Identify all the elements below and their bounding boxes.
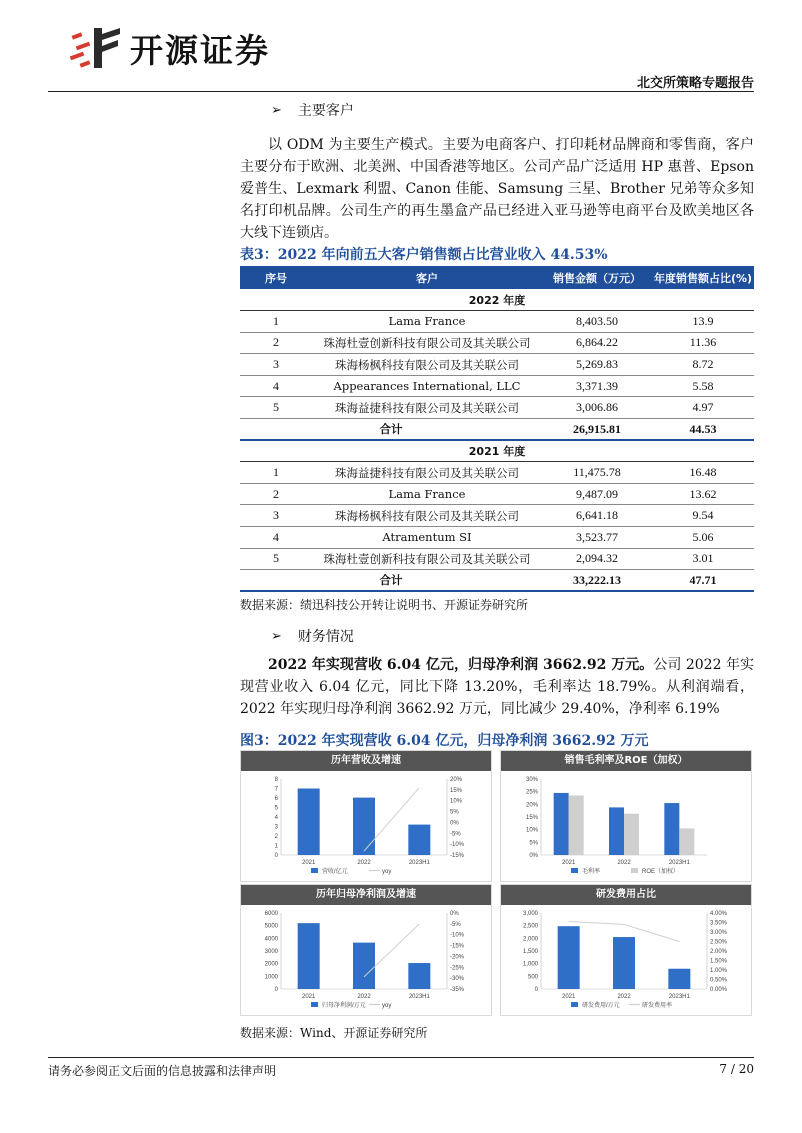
cell-customer: Atramentum SI: [312, 527, 542, 549]
y-tick-label-right: -20%: [450, 954, 465, 961]
y-tick-label-right: 10%: [450, 798, 463, 805]
y-tick-label-right: 0%: [450, 911, 459, 917]
y-tick-label-left: 4000: [264, 936, 278, 943]
legend-label: 毛利率: [582, 869, 601, 875]
y-tick-label-right: 20%: [450, 777, 463, 783]
cell-amount: 3,523.77: [542, 527, 652, 549]
y-tick-label-right: 0.50%: [710, 977, 728, 984]
total-amount: 26,915.81: [542, 419, 652, 441]
figure-caption: 图3：2022 年实现营收 6.04 亿元，归母净利润 3662.92 万元: [240, 733, 649, 749]
y-tick-label-right: -10%: [450, 932, 465, 939]
total-ratio: 44.53: [652, 419, 754, 441]
y-tick-label-right: -5%: [450, 831, 461, 838]
col-header-ratio: 年度销售额占比(%): [652, 266, 754, 289]
footer-divider: [48, 1057, 754, 1058]
x-tick-label: 2021: [301, 994, 316, 1000]
y-tick-label-right: 3.50%: [710, 920, 728, 927]
bar-营收/亿元-2023H1: [408, 825, 430, 855]
cell-ratio: 13.9: [652, 311, 754, 333]
y-tick-label-left: 5000: [264, 923, 278, 930]
y-tick-label-left: 4: [274, 815, 278, 821]
section-heading-finance: [271, 626, 354, 646]
chart-title: 历年归母净利润及增速: [241, 885, 491, 905]
x-tick-label: 2022: [357, 860, 371, 866]
logo-text: 开源证券: [130, 30, 270, 70]
cell-no: 5: [240, 548, 312, 570]
chart-margin-roe: [500, 750, 752, 882]
x-tick-label: 2023H1: [408, 994, 430, 1000]
y-tick-label-left: 2000: [264, 961, 278, 968]
chart-margin-roe-svg: [501, 771, 753, 883]
y-tick-label-left: 1000: [264, 974, 278, 981]
cell-customer: 珠海杨枫科技有限公司及其关联公司: [312, 505, 542, 527]
x-tick-label: 2023H1: [668, 860, 690, 866]
legend-label: 营收/亿元: [322, 869, 348, 875]
company-logo: [66, 24, 270, 72]
year-row: [240, 440, 754, 462]
y-tick-label-right: 4.00%: [710, 911, 728, 917]
bar-毛利率-2023H1: [664, 803, 679, 855]
x-tick-label: 2021: [561, 860, 576, 866]
cell-no: 4: [240, 375, 312, 397]
cell-customer: 珠海益捷科技有限公司及其关联公司: [312, 462, 542, 484]
cell-customer: 珠海杜壹创新科技有限公司及其关联公司: [312, 548, 542, 570]
total-row: [240, 570, 754, 592]
y-tick-label-right: 0.00%: [710, 987, 728, 993]
x-tick-label: 2023H1: [668, 994, 690, 1000]
x-tick-label: 2022: [617, 994, 631, 1000]
y-tick-label-left: 0: [274, 987, 278, 993]
cell-customer: Lama France: [312, 483, 542, 505]
bar-营收/亿元-2022: [353, 798, 375, 855]
col-header-customer: 客户: [312, 266, 542, 289]
cell-ratio: 9.54: [652, 505, 754, 527]
chart-net-profit: [240, 884, 492, 1016]
cell-ratio: 13.62: [652, 483, 754, 505]
cell-amount: 2,094.32: [542, 548, 652, 570]
cell-no: 1: [240, 462, 312, 484]
bar-毛利率-2022: [609, 807, 624, 855]
y-tick-label-left: 2,000: [522, 936, 538, 943]
legend-swatch: [311, 1002, 318, 1007]
y-tick-label-right: 0%: [450, 820, 459, 827]
y-tick-label-left: 5: [274, 805, 278, 812]
bar-毛利率-2021: [554, 793, 569, 855]
legend-label: yoy: [382, 1003, 392, 1009]
arrow-bullet-icon: ➢: [271, 628, 282, 644]
cell-amount: 3,006.86: [542, 397, 652, 419]
y-tick-label-right: 15%: [450, 787, 463, 794]
y-tick-label-left: 30%: [525, 777, 538, 783]
bar-营收/亿元-2021: [298, 789, 320, 856]
table-row: [240, 375, 754, 397]
y-tick-label-right: 5%: [450, 809, 459, 816]
header-divider: [48, 91, 754, 92]
legend-label: 研发费用/万元: [582, 1003, 620, 1009]
customers-paragraph: 以 ODM 为主要生产模式。主要为电商客户、打印耗材品牌商和零售商，客户主要分布于欧洲、北美洲、中国香港等地区。公司产品广泛适用 HP 惠普、Epson 爱普生、Lexmark 利盟、Canon 佳能、Samsung 三星、Brother 兄弟等众多知名打印机品牌。公司生产的再生墨盒产品已经进入亚马逊等电商平台及欧美地区各大线下连锁店。: [240, 137, 754, 241]
x-tick-label: 2021: [301, 860, 316, 866]
figure-source: 数据来源：Wind、开源证券研究所: [240, 1026, 428, 1040]
y-tick-label-left: 6000: [264, 911, 278, 917]
cell-customer: Lama France: [312, 311, 542, 333]
y-tick-label-right: 1.00%: [710, 968, 728, 974]
table-row: [240, 527, 754, 549]
col-header-no: 序号: [240, 266, 312, 289]
y-tick-label-left: 8: [274, 777, 278, 783]
cell-customer: 珠海益捷科技有限公司及其关联公司: [312, 397, 542, 419]
y-tick-label-left: 20%: [525, 802, 538, 809]
cell-no: 5: [240, 397, 312, 419]
table-row: [240, 397, 754, 419]
y-tick-label-right: -5%: [450, 921, 461, 928]
cell-amount: 9,487.09: [542, 483, 652, 505]
table-source: 数据来源：绩迅科技公开转让说明书、开源证券研究所: [240, 598, 529, 612]
y-tick-label-left: 3,000: [522, 911, 538, 917]
year-row: [240, 289, 754, 311]
cell-no: 2: [240, 483, 312, 505]
finance-paragraph: [240, 654, 754, 720]
table-caption: 表3：2022 年向前五大客户销售额占比营业收入 44.53%: [240, 247, 608, 263]
y-tick-label-right: -15%: [450, 853, 465, 859]
bar-ROE（加权）-2023H1: [679, 828, 694, 855]
x-tick-label: 2022: [357, 994, 371, 1000]
col-header-amount: 销售金额（万元）: [542, 266, 652, 289]
total-amount: 33,222.13: [542, 570, 652, 592]
y-tick-label-left: 0: [534, 987, 538, 993]
y-tick-label-left: 3: [274, 824, 278, 831]
y-tick-label-right: 3.00%: [710, 930, 728, 936]
y-tick-label-right: -30%: [450, 976, 465, 983]
bar-研发费用/万元-2022: [613, 937, 635, 989]
cell-ratio: 3.01: [652, 548, 754, 570]
legend-label: 归母净利润/万元: [322, 1003, 366, 1009]
footer-disclaimer: 请务必参阅正文后面的信息披露和法律声明: [48, 1064, 277, 1078]
cell-ratio: 5.58: [652, 375, 754, 397]
section-title: 财务情况: [297, 629, 354, 645]
y-tick-label-left: 500: [527, 974, 538, 981]
y-tick-label-left: 15%: [525, 815, 538, 821]
x-tick-label: 2022: [617, 860, 631, 866]
y-tick-label-left: 2: [274, 834, 278, 840]
legend-label: yoy: [382, 869, 392, 875]
cell-no: 3: [240, 505, 312, 527]
cell-amount: 5,269.83: [542, 354, 652, 376]
chart-title: 研发费用占比: [501, 885, 751, 905]
year-label: 2022 年度: [240, 289, 754, 311]
legend-label: ROE（加权）: [642, 869, 680, 875]
chart-title: 销售毛利率及ROE（加权）: [501, 751, 751, 771]
y-tick-label-left: 7: [274, 786, 278, 793]
x-tick-label: 2021: [561, 994, 576, 1000]
x-tick-label: 2023H1: [408, 860, 430, 866]
cell-customer: Appearances International, LLC: [312, 375, 542, 397]
y-tick-label-left: 6: [274, 796, 278, 802]
bar-ROE（加权）-2021: [569, 795, 584, 855]
report-type: 北交所策略专题报告: [636, 76, 754, 91]
bar-归母净利润/万元-2023H1: [408, 963, 430, 989]
finance-body: 公司 2022 年实现营业收入 6.04 亿元，同比下降 13.20%，毛利率达 18.79%。从利润端看，2022 年实现归母净利润 3662.92 万元，同比减少 29.40%，净利率 6.19%: [240, 657, 754, 717]
top5-customers-table: [240, 266, 754, 592]
total-label: 合计: [240, 419, 542, 441]
arrow-bullet-icon: ➢: [271, 102, 282, 118]
cell-customer: 珠海杨枫科技有限公司及其关联公司: [312, 354, 542, 376]
finance-lead: 2022 年实现营收 6.04 亿元，归母净利润 3662.92 万元。: [268, 657, 654, 673]
table-row: [240, 505, 754, 527]
y-tick-label-left: 0%: [529, 853, 538, 859]
cell-ratio: 5.06: [652, 527, 754, 549]
cell-amount: 8,403.50: [542, 311, 652, 333]
bar-研发费用/万元-2021: [558, 926, 580, 989]
y-tick-label-right: -25%: [450, 965, 465, 972]
cell-amount: 11,475.78: [542, 462, 652, 484]
bar-归母净利润/万元-2022: [353, 943, 375, 989]
y-tick-label-right: -15%: [450, 943, 465, 950]
y-tick-label-left: 1,500: [522, 949, 538, 955]
table-row: [240, 311, 754, 333]
y-tick-label-right: -35%: [450, 987, 465, 993]
y-tick-label-left: 25%: [525, 789, 538, 796]
y-tick-label-left: 1,000: [522, 961, 538, 968]
chart-revenue-svg: [241, 771, 493, 883]
y-tick-label-left: 1: [274, 843, 278, 850]
legend-swatch: [571, 868, 578, 873]
y-tick-label-right: 2.50%: [710, 939, 728, 946]
cell-ratio: 16.48: [652, 462, 754, 484]
logo-mark-icon: [66, 24, 122, 72]
y-tick-label-left: 10%: [525, 827, 538, 834]
table-row: [240, 354, 754, 376]
chart-title: 历年营收及增速: [241, 751, 491, 771]
section-title: 主要客户: [297, 103, 354, 119]
page-number: 7 / 20: [719, 1062, 754, 1076]
legend-swatch: [631, 868, 638, 873]
chart-rd-expense-svg: [501, 905, 753, 1017]
total-label: 合计: [240, 570, 542, 592]
cell-no: 2: [240, 332, 312, 354]
legend-label: 研发费用率: [642, 1003, 673, 1009]
table-row: [240, 483, 754, 505]
table-row: [240, 332, 754, 354]
cell-ratio: 4.97: [652, 397, 754, 419]
total-row: [240, 419, 754, 441]
cell-no: 1: [240, 311, 312, 333]
cell-no: 4: [240, 527, 312, 549]
legend-swatch: [311, 868, 318, 873]
y-tick-label-left: 5%: [529, 840, 538, 847]
table-header-row: [240, 266, 754, 289]
chart-rd-expense: [500, 884, 752, 1016]
bar-ROE（加权）-2022: [624, 814, 639, 855]
cell-customer: 珠海杜壹创新科技有限公司及其关联公司: [312, 332, 542, 354]
year-label: 2021 年度: [240, 440, 754, 462]
chart-net-profit-svg: [241, 905, 493, 1017]
y-tick-label-left: 0: [274, 853, 278, 859]
section-heading-customers: [271, 100, 354, 120]
total-ratio: 47.71: [652, 570, 754, 592]
cell-amount: 6,864.22: [542, 332, 652, 354]
cell-ratio: 11.36: [652, 332, 754, 354]
cell-amount: 6,641.18: [542, 505, 652, 527]
chart-revenue: [240, 750, 492, 882]
y-tick-label-right: 1.50%: [710, 958, 728, 965]
legend-swatch: [571, 1002, 578, 1007]
y-tick-label-left: 3000: [264, 949, 278, 955]
y-tick-label-right: -10%: [450, 842, 465, 849]
table-row: [240, 462, 754, 484]
y-tick-label-left: 2,500: [522, 923, 538, 930]
cell-amount: 3,371.39: [542, 375, 652, 397]
y-tick-label-right: 2.00%: [710, 949, 728, 955]
cell-ratio: 8.72: [652, 354, 754, 376]
bar-归母净利润/万元-2021: [298, 923, 320, 989]
cell-no: 3: [240, 354, 312, 376]
table-row: [240, 548, 754, 570]
bar-研发费用/万元-2023H1: [668, 969, 690, 989]
